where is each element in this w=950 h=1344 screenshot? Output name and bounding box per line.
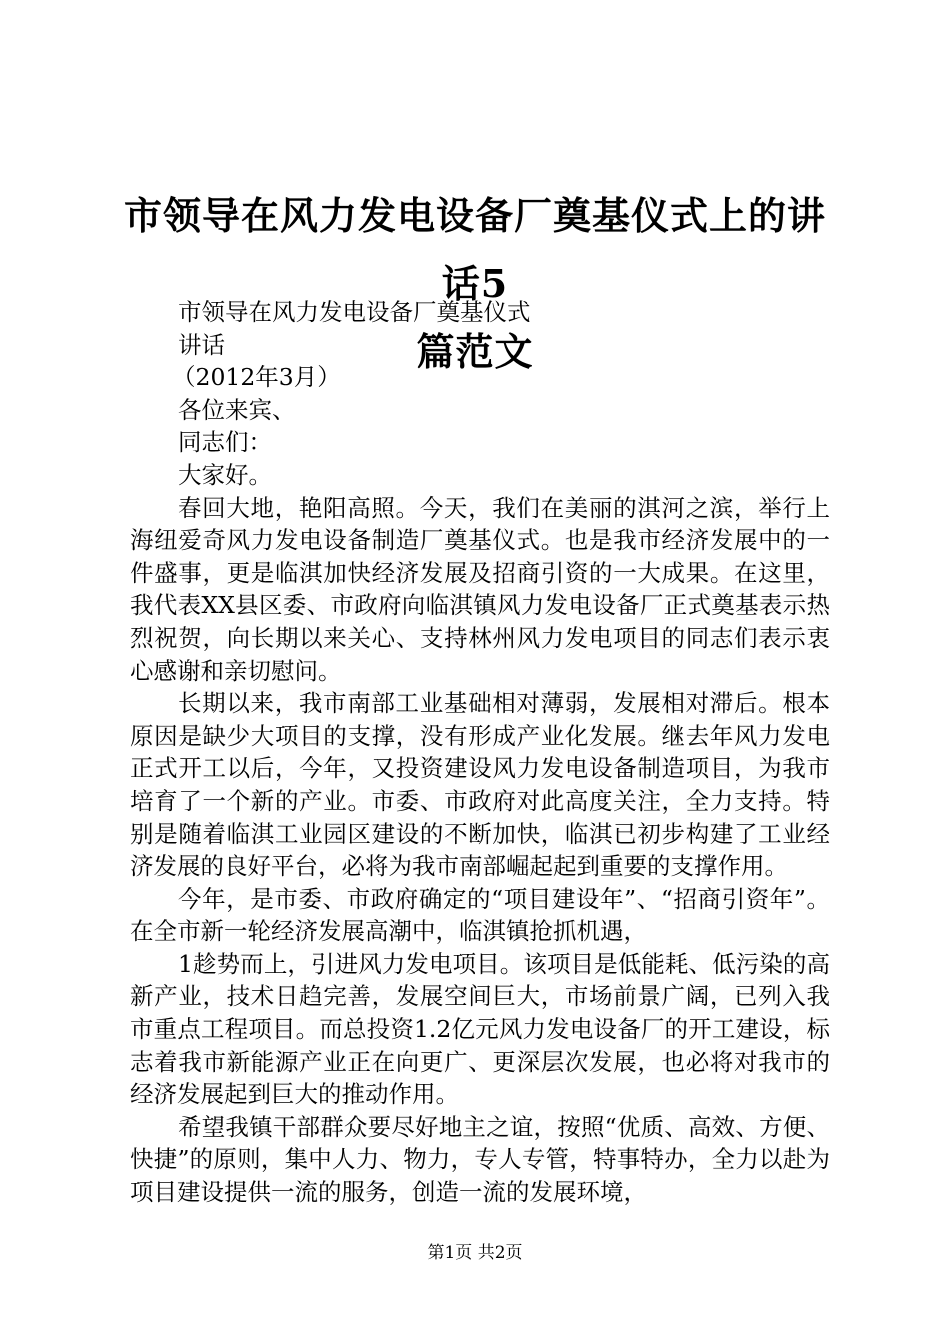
- greeting: 大家好。: [178, 460, 272, 489]
- salutation-guests: 各位来宾、: [178, 395, 296, 424]
- paragraph: 今年，是市委、市政府确定的“项目建设年”、“招商引资年”。在全市新一轮经济发展高潮中，临淇镇抢抓机遇，: [130, 884, 830, 946]
- speech-heading-line-1: 市领导在风力发电设备厂奠基仪式: [178, 298, 531, 326]
- paragraph: 希望我镇干部群众要尽好地主之谊，按照“优质、高效、方便、快捷”的原则，集中人力、物力，专人专管，特事特办，全力以赴为项目建设提供一流的服务，创造一流的发展环境，: [130, 1112, 830, 1207]
- paragraph: 长期以来，我市南部工业基础相对薄弱，发展相对滞后。根本原因是缺少大项目的支撑，没有形成产业化发展。继去年风力发电正式开工以后，今年，又投资建设风力发电设备制造项目，为我市培育了一个新的产业。市委、市政府对此高度关注，全力支持。特别是随着临淇工业园区建设的不断加快，临淇已初步构建了工业经济发展的良好平台，必将为我市南部崛起起到重要的支撑作用。: [130, 689, 830, 881]
- paragraph: 春回大地，艳阳高照。今天，我们在美丽的淇河之滨，举行上海纽爱奇风力发电设备制造厂奠基仪式。也是我市经济发展中的一件盛事，更是临淇加快经济发展及招商引资的一大成果。在这里，我代表XX县区委、市政府向临淇镇风力发电设备厂正式奠基表示热烈祝贺，向长期以来关心、支持林州风力发电项目的同志们表示衷心感谢和亲切慰问。: [130, 493, 830, 685]
- title-line-1: 市领导在风力发电设备厂奠基仪式上的讲话5: [123, 193, 826, 306]
- salutation-comrades: 同志们：: [178, 428, 272, 457]
- title-line-2: 篇范文: [416, 329, 534, 374]
- speech-date: （2012年3月）: [172, 363, 341, 392]
- document-body: [130, 296, 830, 1209]
- speech-heading-line-2: 讲话: [178, 330, 225, 359]
- page-footer: 第1页 共2页: [427, 1243, 523, 1263]
- paragraph: 1趁势而上，引进风力发电项目。该项目是低能耗、低污染的高新产业，技术日趋完善，发展空间巨大，市场前景广阔，已列入我市重点工程项目。而总投资1.2亿元风力发电设备厂的开工建设，标志着我市新能源产业正在向更广、更深层次发展，也必将对我市的经济发展起到巨大的推动作用。: [130, 949, 830, 1109]
